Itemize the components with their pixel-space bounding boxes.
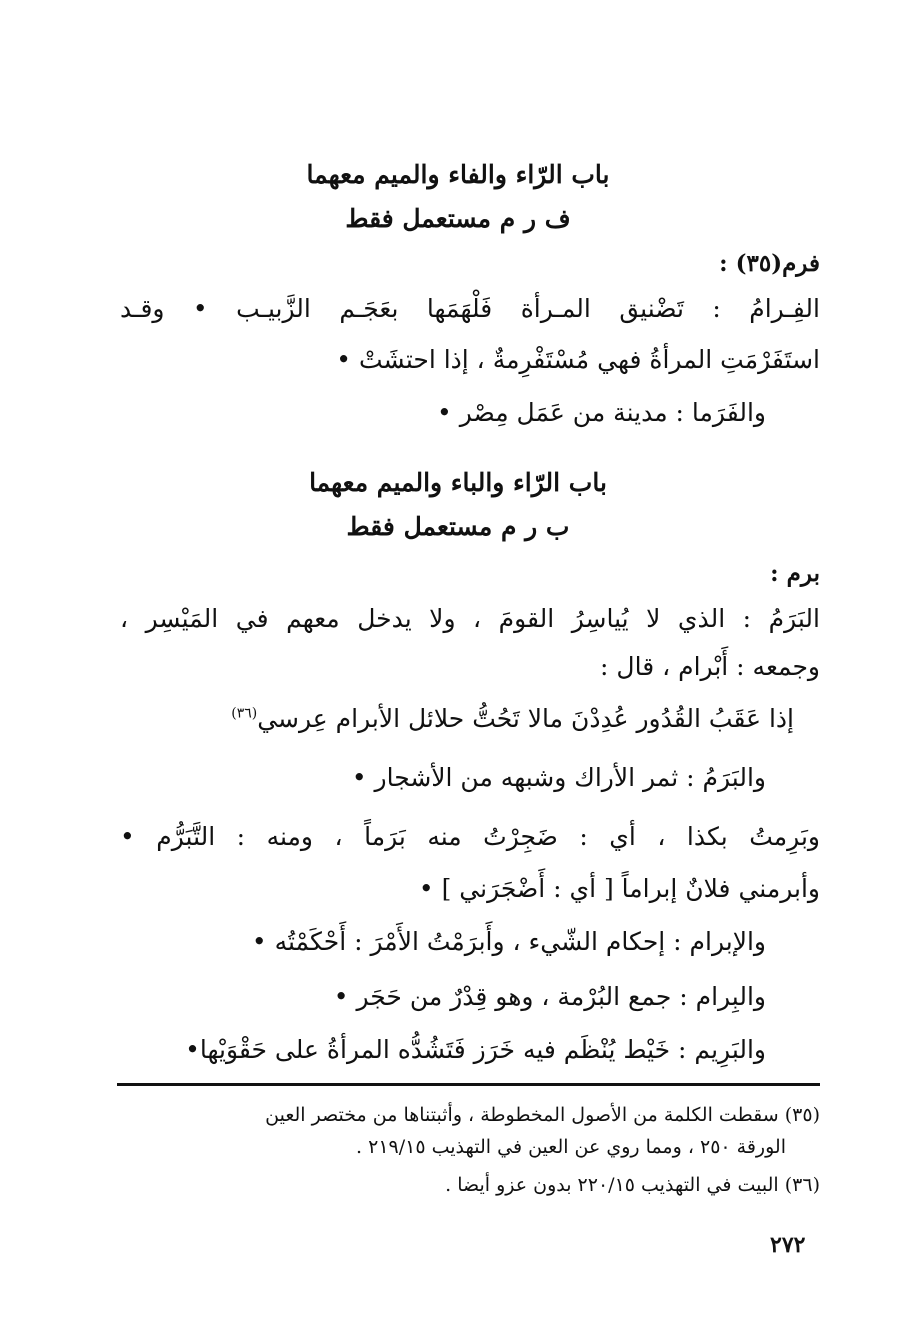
footnote-35-line-2: الورقة ٢٥٠ ، ومما روي عن العين في التهذيب ٢١٩/١٥ .: [356, 1136, 786, 1158]
footnote-ref-36: (٣٦): [231, 705, 258, 722]
entry-barm-line-5: وأبرمني فلانٌ إبراماً [ أي : أَضْجَرَني ] •: [418, 874, 820, 903]
verse-text: إذا عَقَبُ القُدُور عُدِدْنَ مالا تَحُتُّ حلائل الأبرام عِرسي: [257, 704, 794, 733]
verse-line: [231, 704, 794, 733]
entry-farm-line-2: استَفَرْمَتِ المرأةُ فهي مُسْتَفْرِمةٌ ، إذا احتشَتْ •: [336, 345, 820, 374]
entry-head-barm: برم :: [770, 560, 820, 587]
entry-barm-line-2: وجمعه : أَبْرام ، قال :: [600, 652, 820, 681]
entry-barm-line-1: البَرَمُ : الذي لا يُياسِرُ القومَ ، ولا يدخل معهم في المَيْسِر ،: [120, 604, 820, 633]
entry-barm-line-7: والبِرام : جمع البُرْمة ، وهو قِدْرٌ من حَجَر •: [333, 982, 766, 1011]
page-number: ٢٧٢: [770, 1232, 806, 1258]
entry-farm-line-1: الفِـرامُ : تَضْنيق المـرأة فَلْهَمَها بعَجَـم الزَّبيـب • وقـد: [120, 294, 820, 323]
entry-barm-line-3: والبَرَمُ : ثمر الأراك وشبهه من الأشجار •: [351, 763, 766, 792]
entry-farm-line-3: والفَرَما : مدينة من عَمَل مِصْر •: [437, 398, 766, 427]
entry-barm-line-8: والبَرِيم : خَيْط يُنْظَم فيه خَرَز فَتَشُدُّه المرأةُ على حَقْوَيْها•: [185, 1035, 766, 1064]
section-subheading-brm: ب ر م مستعمل فقط: [346, 512, 570, 541]
section-heading-brm: باب الرّاء والباء والميم معهما: [309, 468, 607, 497]
footnote-divider: [117, 1083, 820, 1086]
footnote-35-line-1: (٣٥) سقطت الكلمة من الأصول المخطوطة ، وأثبتناها من مختصر العين: [265, 1104, 820, 1126]
entry-head-farm: فرم(٣٥) :: [719, 250, 820, 277]
entry-barm-line-6: والإبرام : إحكام الشّيء ، وأَبرَمْتُ الأَمْرَ : أَحْكَمْتُه •: [251, 927, 766, 956]
footnote-36: (٣٦) البيت في التهذيب ٢٢٠/١٥ بدون عزو أيضا .: [445, 1174, 820, 1196]
section-subheading-frm: ف ر م مستعمل فقط: [345, 204, 571, 233]
entry-barm-line-4: وبَرِمتُ بكذا ، أي : ضَجِرْتُ منه بَرَماً ، ومنه : التَّبَرُّم •: [120, 822, 820, 851]
section-heading-frm: باب الرّاء والفاء والميم معهما: [306, 160, 610, 189]
